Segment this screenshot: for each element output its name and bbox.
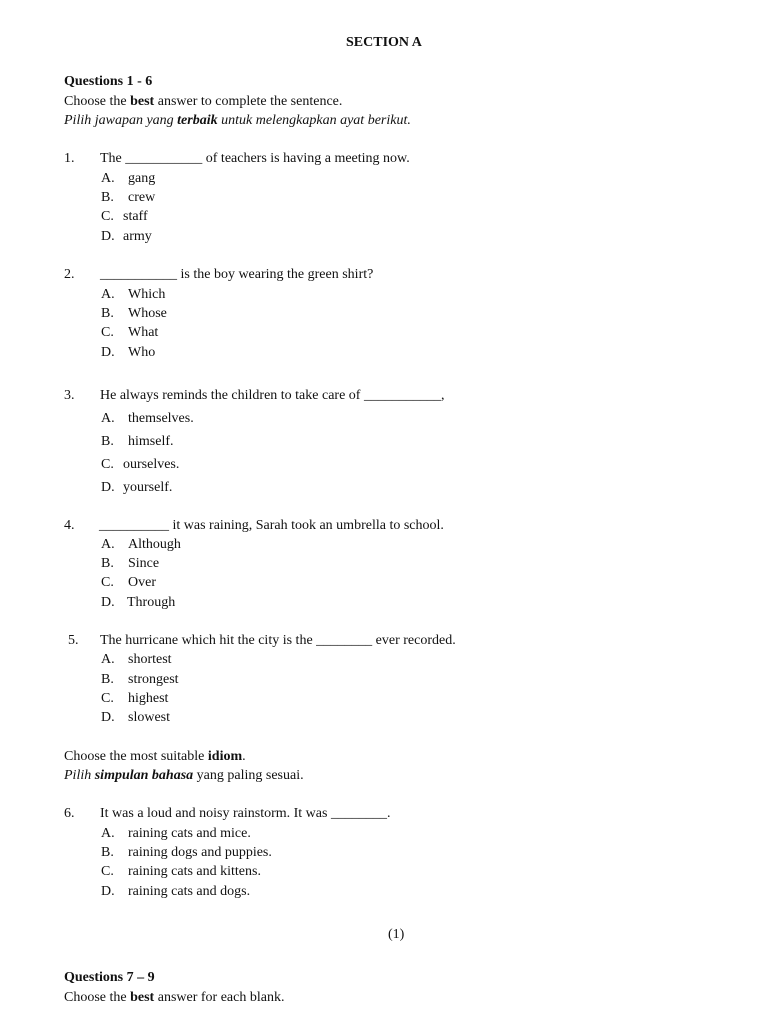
answer-option[interactable] (101, 536, 181, 554)
instruction-english-part2 (64, 989, 284, 1007)
instruction-emphasis: simpulan bahasa (94, 768, 194, 783)
option-text: What (128, 325, 159, 340)
idiom-instruction-malay (64, 767, 304, 785)
question-number: 3. (64, 388, 75, 403)
instruction-text: Choose the (64, 990, 131, 1005)
option-text: raining dogs and puppies. (128, 845, 272, 860)
answer-option[interactable] (101, 651, 172, 669)
option-letter: C. (101, 325, 114, 340)
answer-option[interactable] (101, 671, 179, 689)
option-letter: A. (101, 411, 115, 426)
answer-option[interactable] (101, 594, 175, 612)
answer-option[interactable] (101, 555, 159, 573)
option-text: Whose (128, 306, 167, 321)
option-letter: C. (101, 575, 114, 590)
instruction-text: untuk melengkapkan ayat berikut. (217, 113, 411, 128)
instruction-text: answer to complete the sentence. (154, 94, 343, 109)
option-letter: C. (101, 691, 114, 706)
answer-option[interactable] (101, 844, 272, 862)
instruction-text: answer for each blank. (154, 990, 285, 1005)
option-text: ourselves. (123, 457, 180, 472)
answer-option[interactable] (101, 189, 155, 207)
option-letter: B. (101, 434, 114, 449)
question-text: ___________ is the boy wearing the green shirt? (100, 267, 374, 282)
answer-option[interactable] (101, 208, 148, 226)
option-text: Through (127, 595, 176, 610)
answer-option[interactable] (101, 690, 168, 708)
question-number: 4. (64, 518, 75, 533)
instruction-emphasis: best (130, 990, 155, 1005)
option-text: Over (128, 575, 156, 590)
instruction-text: Choose the (64, 94, 131, 109)
question-text: __________ it was raining, Sarah took an umbrella to school. (99, 518, 444, 533)
question-number: 5. (68, 633, 79, 648)
option-text: gang (128, 171, 156, 186)
answer-option[interactable] (101, 825, 251, 843)
option-text: strongest (128, 672, 179, 687)
option-letter: D. (101, 884, 115, 899)
answer-option[interactable] (101, 433, 174, 451)
question-number: 2. (64, 267, 75, 282)
option-letter: D. (101, 229, 115, 244)
option-text: shortest (128, 652, 172, 667)
option-text: highest (128, 691, 169, 706)
option-letter: C. (101, 457, 114, 472)
answer-option[interactable] (101, 324, 158, 342)
idiom-instruction-english (64, 748, 246, 766)
answer-option[interactable] (101, 286, 165, 304)
question-number: 1. (64, 151, 75, 166)
option-text: Since (128, 556, 160, 571)
answer-option[interactable] (101, 170, 155, 188)
instruction-emphasis: best (130, 94, 155, 109)
option-letter: B. (101, 672, 114, 687)
instruction-text: . (242, 749, 246, 764)
section-title: SECTION A (346, 35, 422, 50)
question-text: The hurricane which hit the city is the ________ ever recorded. (100, 633, 456, 648)
option-text: themselves. (128, 411, 194, 426)
option-letter: C. (101, 209, 114, 224)
option-text: raining cats and dogs. (128, 884, 251, 899)
option-text: army (123, 229, 152, 244)
question-text: It was a loud and noisy rainstorm. It was ________. (100, 806, 391, 821)
question-text: The ___________ of teachers is having a meeting now. (100, 151, 410, 166)
option-letter: A. (101, 652, 115, 667)
option-text: Who (128, 345, 156, 360)
option-text: slowest (128, 710, 170, 725)
answer-option[interactable] (101, 479, 172, 497)
instruction-text: yang paling sesuai. (193, 768, 304, 783)
option-letter: A. (101, 287, 115, 302)
instruction-emphasis: idiom (207, 749, 243, 764)
answer-option[interactable] (101, 883, 250, 901)
answer-option[interactable] (101, 863, 261, 881)
instruction-english (64, 93, 342, 111)
option-text: raining cats and kittens. (128, 864, 261, 879)
instruction-emphasis: terbaik (177, 113, 218, 128)
option-letter: D. (101, 345, 115, 360)
answer-option[interactable] (101, 410, 194, 428)
option-text: Which (128, 287, 166, 302)
option-letter: B. (101, 306, 114, 321)
option-letter: D. (101, 710, 115, 725)
instruction-text: Pilih jawapan yang (64, 113, 178, 128)
option-letter: A. (101, 537, 115, 552)
option-letter: D. (101, 480, 115, 495)
option-text: yourself. (123, 480, 173, 495)
option-letter: B. (101, 845, 114, 860)
questions-1-6-heading: Questions 1 - 6 (64, 74, 153, 89)
answer-option[interactable] (101, 574, 156, 592)
option-text: raining cats and mice. (128, 826, 251, 841)
option-text: crew (128, 190, 156, 205)
option-letter: C. (101, 864, 114, 879)
instruction-malay (64, 112, 411, 130)
option-letter: B. (101, 556, 114, 571)
option-text: Although (128, 537, 181, 552)
option-letter: A. (101, 171, 115, 186)
question-text: He always reminds the children to take care of ___________, (100, 388, 445, 403)
answer-option[interactable] (101, 709, 170, 727)
option-text: himself. (128, 434, 174, 449)
answer-option[interactable] (101, 344, 155, 362)
instruction-text: Pilih (64, 768, 95, 783)
page-number: (1) (388, 927, 405, 942)
option-letter: A. (101, 826, 115, 841)
question-number: 6. (64, 806, 75, 821)
answer-option[interactable] (101, 228, 152, 246)
option-letter: B. (101, 190, 114, 205)
option-letter: D. (101, 595, 115, 610)
questions-7-9-heading: Questions 7 – 9 (64, 970, 155, 985)
answer-option[interactable] (101, 305, 167, 323)
answer-option[interactable] (101, 456, 179, 474)
instruction-text: Choose the most suitable (64, 749, 208, 764)
option-text: staff (123, 209, 148, 224)
